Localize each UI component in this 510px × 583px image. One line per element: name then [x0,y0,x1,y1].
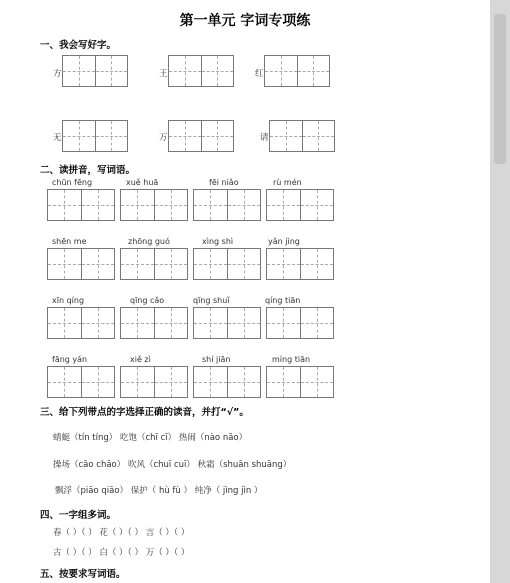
section-5-heading: 五、按要求写词语。 [40,569,126,580]
answer-grid[interactable] [266,189,334,221]
pronunciation-line: 蜻蜓（tín tíng） 吃饱（chī cī） 热闹（nào não） [53,433,248,443]
answer-grid[interactable] [47,307,115,339]
writing-grid[interactable] [264,55,330,87]
word-building-line: 春（ ）（ ） 花（ ）（ ） 言（ ）（ ） [53,528,190,538]
writing-char-label: 方 [53,69,62,79]
writing-char-label: 王 [159,69,168,79]
pinyin-label: qíng tiān [265,296,301,305]
pinyin-label: fēi niǎo [209,178,239,187]
pinyin-label: zhōng guó [128,237,170,246]
pinyin-label: fāng yán [52,355,88,364]
writing-grid[interactable] [62,120,128,152]
pronunciation-line: 操场（cāo chāo） 吹风（chuī cuī） 秋霜（shuān shuāng） [53,460,292,470]
pinyin-label: xiě zì [130,355,151,364]
answer-grid[interactable] [266,248,334,280]
pinyin-label: qīng cǎo [130,296,165,305]
answer-grid[interactable] [47,366,115,398]
pinyin-label: yǎn jìng [268,237,300,246]
pinyin-label: xìng shì [202,237,234,246]
answer-grid[interactable] [120,366,188,398]
answer-grid[interactable] [47,189,115,221]
writing-grid[interactable] [62,55,128,87]
answer-grid[interactable] [193,307,261,339]
section-1-heading: 一、我会写好字。 [40,40,117,51]
writing-grid[interactable] [168,120,234,152]
answer-grid[interactable] [120,248,188,280]
vertical-scrollbar[interactable] [490,0,510,583]
answer-grid[interactable] [120,307,188,339]
answer-grid[interactable] [47,248,115,280]
pinyin-label: míng tiān [272,355,311,364]
answer-grid[interactable] [193,366,261,398]
page-title: 第一单元 字词专项练 [179,13,311,29]
word-building-line: 古（ ）（ ） 白（ ）（ ） 万（ ）（ ） [53,548,190,558]
pinyin-label: qīng shuǐ [193,296,230,305]
writing-char-label: 万 [159,133,168,143]
writing-grid[interactable] [269,120,335,152]
writing-char-label: 无 [53,133,62,143]
pinyin-label: rù mén [273,178,302,187]
pronunciation-line: 飘浮（piāo qiāo） 保护（ hù fù ） 纯净（ jìng jìn ） [55,486,263,496]
answer-grid[interactable] [266,307,334,339]
writing-char-label: 红 [255,69,264,79]
pinyin-label: shēn me [52,237,87,246]
answer-grid[interactable] [193,248,261,280]
writing-char-label: 请 [260,133,269,143]
answer-grid[interactable] [266,366,334,398]
pinyin-label: chūn fēng [52,178,93,187]
section-3-heading: 三、给下列带点的字选择正确的读音，并打“√”。 [40,407,249,418]
writing-grid[interactable] [168,55,234,87]
scrollbar-thumb[interactable] [494,14,506,164]
pinyin-label: xuě huā [126,178,159,187]
section-4-heading: 四、一字组多词。 [40,510,117,521]
pinyin-label: xīn qíng [52,296,85,305]
answer-grid[interactable] [120,189,188,221]
answer-grid[interactable] [193,189,261,221]
pinyin-label: shí jiān [202,355,231,364]
section-2-heading: 二、读拼音，写词语。 [40,165,136,176]
